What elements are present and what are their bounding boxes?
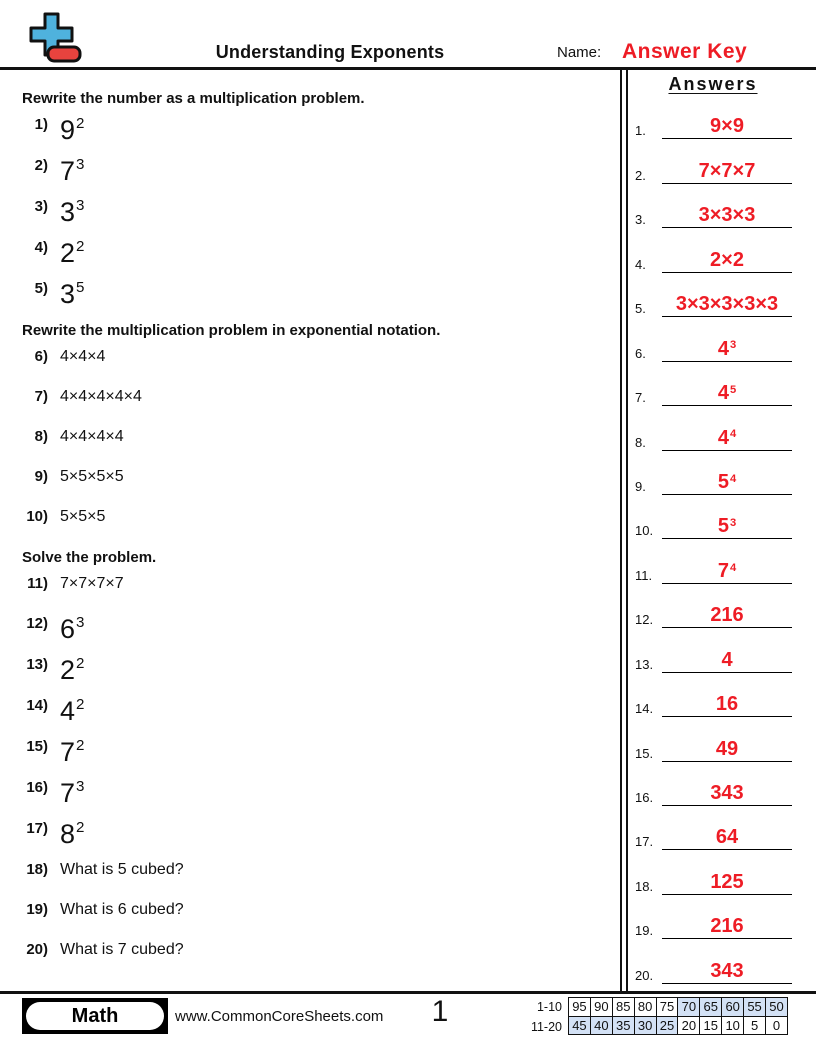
answer-blank-line <box>662 161 792 184</box>
score-cell: 90 <box>590 998 612 1017</box>
answer-number: 7. <box>635 390 646 406</box>
question-item <box>22 898 602 938</box>
answer-blank-line <box>662 472 792 495</box>
questions-column <box>22 68 602 978</box>
question-number: 19) <box>26 901 48 918</box>
answer-value: 216 <box>710 604 744 627</box>
answer-value: 4 <box>721 648 733 671</box>
answer-value: 16 <box>715 693 739 716</box>
answer-row <box>630 317 796 361</box>
answer-row <box>630 850 796 894</box>
answer-number: 1. <box>635 123 646 139</box>
answers-list <box>630 95 796 984</box>
answer-number: 2. <box>635 167 646 183</box>
answer-blank-line <box>662 250 792 273</box>
question-expression: 7×7×7×7 <box>60 575 124 592</box>
question-item <box>22 425 602 465</box>
question-expression: $2^2$ <box>60 238 85 268</box>
question-number: 11) <box>27 575 48 592</box>
score-cell: 45 <box>569 1016 591 1035</box>
answer-number: 19. <box>635 923 654 939</box>
question-item <box>22 694 602 735</box>
answer-number: 14. <box>635 701 654 717</box>
question-item <box>22 277 602 318</box>
question-expression: 5×5×5 <box>60 508 106 525</box>
question-expression: 5×5×5×5 <box>60 468 124 485</box>
question-expression: $7^3$ <box>60 156 85 186</box>
answer-value: $5^3$ <box>717 515 737 538</box>
exponent-superscript: 2 <box>76 819 85 837</box>
question-item <box>22 505 602 545</box>
name-label: Name: <box>557 44 602 61</box>
exponent-superscript: 4 <box>729 472 737 485</box>
score-cell: 65 <box>700 998 722 1017</box>
question-expression: What is 5 cubed? <box>60 861 184 878</box>
answer-value: $4^3$ <box>717 337 737 360</box>
question-number: 12) <box>26 615 48 632</box>
question-expression: $2^2$ <box>60 655 85 685</box>
logo-minus-shape <box>48 47 80 61</box>
subject-badge-label: Math <box>26 1002 164 1030</box>
question-number: 7) <box>34 388 48 405</box>
answer-number: 11. <box>635 567 653 583</box>
question-expression: 4×4×4 <box>60 348 106 365</box>
answer-blank-line <box>662 961 792 984</box>
question-number: 5) <box>34 280 48 297</box>
question-number: 8) <box>34 428 48 445</box>
question-item <box>22 572 602 612</box>
exponent-superscript: 2 <box>76 238 85 256</box>
answer-value: 3×3×3 <box>698 204 756 227</box>
commoncoresheets-logo-icon <box>24 11 82 65</box>
question-expression: What is 7 cubed? <box>60 941 184 958</box>
question-item <box>22 154 602 195</box>
question-number: 20) <box>26 941 48 958</box>
answer-value: 64 <box>715 826 739 849</box>
answer-blank-line <box>662 783 792 806</box>
subject-badge <box>22 998 168 1034</box>
question-item <box>22 817 602 858</box>
answer-blank-line <box>662 205 792 228</box>
score-cell: 60 <box>722 998 744 1017</box>
answer-value: 343 <box>710 959 744 982</box>
question-item <box>22 653 602 694</box>
answer-blank-line <box>662 383 792 406</box>
answer-value: 3×3×3×3×3 <box>675 293 779 316</box>
answer-row <box>630 273 796 317</box>
exponent-superscript: 3 <box>76 156 85 174</box>
question-expression: $7^2$ <box>60 737 85 767</box>
answer-row <box>630 895 796 939</box>
answer-row <box>630 95 796 139</box>
score-cell: 10 <box>722 1016 744 1035</box>
score-table-row <box>569 1016 788 1035</box>
answer-number: 16. <box>635 790 654 805</box>
score-cell: 40 <box>590 1016 612 1035</box>
answer-row <box>630 362 796 406</box>
answer-number: 4. <box>635 256 646 272</box>
answer-value: 343 <box>710 782 744 804</box>
website-text: www.CommonCoreSheets.com <box>175 1008 384 1025</box>
exponent-superscript: 2 <box>76 115 85 133</box>
score-cell: 20 <box>678 1016 700 1035</box>
question-number: 10) <box>26 508 48 525</box>
score-cell: 0 <box>766 1016 788 1035</box>
answer-key-text: Answer Key <box>622 40 748 63</box>
answer-blank-line <box>662 650 792 673</box>
question-expression: $3^3$ <box>60 197 85 227</box>
answer-blank-line <box>662 916 792 939</box>
answer-blank-line <box>662 516 792 539</box>
question-number: 9) <box>34 468 48 485</box>
answer-number: 17. <box>635 834 654 850</box>
exponent-superscript: 3 <box>76 197 85 215</box>
answer-blank-line <box>662 605 792 628</box>
answer-row <box>630 628 796 672</box>
answer-row <box>630 539 796 583</box>
question-number: 14) <box>26 697 48 714</box>
score-range-labels <box>500 998 562 1037</box>
question-expression: 4×4×4×4 <box>60 428 124 445</box>
answer-number: 20. <box>635 967 654 983</box>
question-expression: What is 6 cubed? <box>60 901 184 918</box>
answer-number: 3. <box>635 212 646 228</box>
score-cell: 85 <box>612 998 634 1017</box>
answer-blank-line <box>662 428 792 451</box>
question-expression: $4^2$ <box>60 696 85 726</box>
question-item <box>22 938 602 978</box>
answer-number: 18. <box>635 878 654 894</box>
question-item <box>22 858 602 898</box>
answer-row <box>630 451 796 495</box>
answer-blank-line <box>662 116 792 139</box>
answer-value: 7×7×7 <box>698 159 756 182</box>
exponent-superscript: 5 <box>729 383 737 396</box>
section-instruction: Rewrite the multiplication problem in exponential notation. <box>22 322 441 339</box>
score-cell: 50 <box>766 998 788 1017</box>
answer-value: $4^5$ <box>717 382 737 405</box>
score-cell: 25 <box>656 1016 678 1035</box>
answer-value: 216 <box>710 915 744 938</box>
answer-value: 125 <box>710 870 744 893</box>
answer-blank-line <box>662 694 792 717</box>
question-number: 15) <box>26 738 48 755</box>
answer-row <box>630 184 796 228</box>
question-number: 4) <box>34 239 48 256</box>
exponent-superscript: 4 <box>729 561 737 574</box>
exponent-superscript: 4 <box>729 428 737 441</box>
question-expression: $9^2$ <box>60 115 85 145</box>
question-item <box>22 735 602 776</box>
exponent-superscript: 3 <box>729 339 737 352</box>
score-cell: 95 <box>569 998 591 1017</box>
answer-number: 13. <box>635 656 654 672</box>
answers-heading: Answers <box>668 74 758 94</box>
question-item <box>22 113 602 154</box>
answer-number: 10. <box>635 523 654 539</box>
question-item <box>22 385 602 425</box>
answer-blank-line <box>662 339 792 362</box>
worksheet-footer <box>0 991 816 1044</box>
answer-row <box>630 495 796 539</box>
answer-value: $7^4$ <box>717 559 737 582</box>
question-item <box>22 465 602 505</box>
score-table <box>568 997 788 1035</box>
question-item <box>22 236 602 277</box>
page-number: 1 <box>431 995 449 1028</box>
answer-number: 9. <box>635 478 646 494</box>
score-cell: 30 <box>634 1016 656 1035</box>
exponent-superscript: 2 <box>76 737 85 755</box>
score-cell: 5 <box>744 1016 766 1035</box>
answer-value: 2×2 <box>710 248 744 271</box>
answer-value: $4^4$ <box>717 426 737 449</box>
question-item <box>22 776 602 817</box>
question-number: 2) <box>34 157 48 174</box>
question-expression: $8^2$ <box>60 819 85 849</box>
question-item <box>22 195 602 236</box>
answer-row <box>630 673 796 717</box>
question-expression: $6^3$ <box>60 614 85 644</box>
answer-number: 12. <box>635 612 654 628</box>
answer-blank-line <box>662 294 792 317</box>
question-item <box>22 345 602 385</box>
answer-row <box>630 939 796 983</box>
question-number: 3) <box>34 198 48 215</box>
score-range-label: 11-20 <box>530 1019 562 1034</box>
question-number: 13) <box>26 656 48 673</box>
question-expression: 4×4×4×4×4 <box>60 388 142 405</box>
answer-row <box>630 717 796 761</box>
score-cell: 70 <box>678 998 700 1017</box>
score-cell: 35 <box>612 1016 634 1035</box>
score-cell: 80 <box>634 998 656 1017</box>
question-item <box>22 612 602 653</box>
answer-row <box>630 228 796 272</box>
answer-row <box>630 762 796 806</box>
score-range-label: 1-10 <box>536 1000 562 1014</box>
answer-number: 6. <box>635 345 646 361</box>
question-number: 16) <box>26 779 48 796</box>
exponent-superscript: 2 <box>76 655 85 673</box>
worksheet-title: Understanding Exponents <box>215 42 445 62</box>
column-divider <box>620 67 628 992</box>
score-table-row <box>569 998 788 1017</box>
answers-column <box>630 68 796 984</box>
score-cell: 55 <box>744 998 766 1017</box>
answer-row <box>630 806 796 850</box>
exponent-superscript: 3 <box>729 517 737 530</box>
answer-value: $5^4$ <box>717 470 737 493</box>
question-expression: $7^3$ <box>60 778 85 808</box>
answer-blank-line <box>662 872 792 895</box>
answer-value: 9×9 <box>710 115 744 138</box>
question-number: 1) <box>34 116 48 133</box>
answer-number: 15. <box>635 745 654 761</box>
worksheet-header <box>0 0 816 70</box>
answer-row <box>630 406 796 450</box>
answer-number: 8. <box>635 434 646 450</box>
answer-value: 49 <box>715 737 739 760</box>
answer-row <box>630 139 796 183</box>
question-number: 6) <box>34 348 48 365</box>
score-cell: 75 <box>656 998 678 1017</box>
exponent-superscript: 5 <box>76 279 85 297</box>
question-expression: $3^5$ <box>60 279 85 309</box>
exponent-superscript: 3 <box>76 778 85 796</box>
score-cell: 15 <box>700 1016 722 1035</box>
answer-number: 5. <box>635 301 646 317</box>
exponent-superscript: 3 <box>76 614 85 632</box>
answer-blank-line <box>662 827 792 850</box>
exponent-superscript: 2 <box>76 696 85 714</box>
answer-blank-line <box>662 739 792 762</box>
answer-blank-line <box>662 561 792 584</box>
question-number: 18) <box>26 861 48 878</box>
question-number: 17) <box>26 820 48 837</box>
answer-row <box>630 584 796 628</box>
section-instruction: Rewrite the number as a multiplication problem. <box>22 90 365 107</box>
section-instruction: Solve the problem. <box>22 549 157 566</box>
